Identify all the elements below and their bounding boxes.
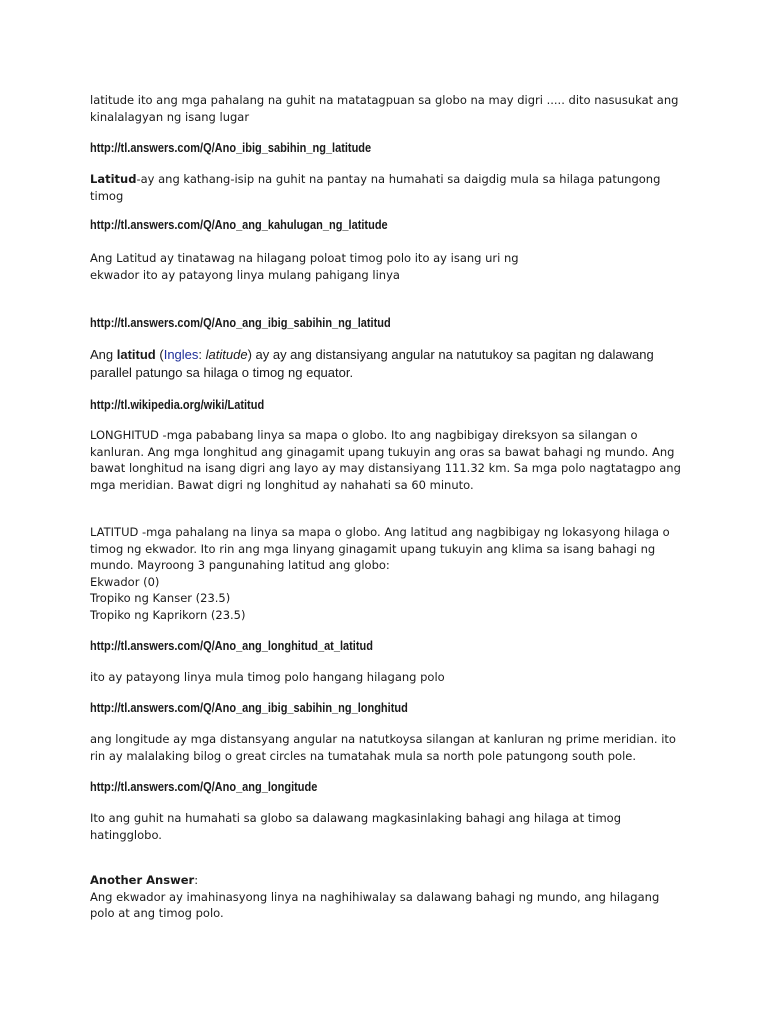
source-url[interactable]: http://tl.answers.com/Q/Ano_ibig_sabihin_ng_latitude	[90, 141, 372, 155]
term-latitud: latitud	[116, 347, 156, 362]
source-url[interactable]: http://tl.answers.com/Q/Ano_ang_longhitud_at_latitud	[90, 639, 373, 653]
source-url[interactable]: http://tl.wikipedia.org/wiki/Latitud	[90, 398, 265, 412]
ingles-link[interactable]: Ingles	[163, 347, 199, 362]
paragraph-latitud-list: LATITUD -mga pahalang na linya sa mapa o globo. Ang latitud ang nagbibigay ng lokasyong hilaga o timog ng ekwador. Ito rin ang mga linyang ginagamit upang tukuyin ang klima sa isang bahagi ng mundo. Mayroong 3 pangunahing latitud ang globo: Ekwador (0) Tropiko ng Kanser (23.5) Tropiko ng Kaprikorn (23.5)	[90, 525, 670, 622]
paragraph-latitud-wikipedia: Ang latitud (Ingles: latitude) ay ay ang distansiyang angular na natutukoy sa pagitan ng dalawang parallel patungo sa hilaga o timog ng equator.	[90, 347, 654, 380]
term-latitud: Latitud	[90, 172, 137, 186]
paragraph-longitude: ang longitude ay mga distansyang angular na natutkoysa silangan at kanluran ng prime meridian. ito rin ay malalaking bilog o great circles na tumatahak mula sa north pole patungong south pole.	[90, 732, 676, 763]
paragraph-latitude-definition: latitude ito ang mga pahalang na guhit na matatagpuan sa globo na may digri ..... dito nasusukat ang kinalalagyan ng isang lugar	[90, 93, 679, 124]
source-url[interactable]: http://tl.answers.com/Q/Ano_ang_kahulugan_ng_latitude	[90, 218, 388, 232]
another-answer-heading: Another Answer	[90, 873, 195, 887]
source-url[interactable]: http://tl.answers.com/Q/Ano_ang_ibig_sabihin_ng_longhitud	[90, 701, 408, 715]
source-url[interactable]: http://tl.answers.com/Q/Ano_ang_ibig_sabihin_ng_latitud	[90, 316, 391, 330]
paragraph-patayong-linya: ito ay patayong linya mula timog polo hangang hilagang polo	[90, 670, 445, 684]
source-url[interactable]: http://tl.answers.com/Q/Ano_ang_longitude	[90, 780, 318, 794]
paragraph-hatingglobo: Ito ang guhit na humahati sa globo sa dalawang magkasinlaking bahagi ang hilaga at timog hatingglobo.	[90, 811, 622, 842]
paragraph-latitud-tinatawag: Ang Latitud ay tinatawag na hilagang poloat timog polo ito ay isang uri ng ekwador ito ay patayong linya mulang pahigang linya	[90, 251, 519, 282]
paragraph-longhitud: LONGHITUD -mga pababang linya sa mapa o globo. Ito ang nagbibigay direksyon sa silangan o kanluran. Ang mga longhitud ang ginagamit upang tukuyin ang oras sa bawat bahagi ng mundo. Ang bawat longhitud na isang digri ang layo ay may distansiyang 111.32 km. Sa mga polo nagtatagpo ang mga meridian. Bawat digri ng longhitud ay nahahati sa 60 minuto.	[90, 428, 681, 492]
paragraph-latitud-kathang-isip: Latitud-ay ang kathang-isip na guhit na pantay na humahati sa daigdig mula sa hilaga patungong timog	[90, 172, 661, 203]
paragraph-another-answer: Another Answer: Ang ekwador ay imahinasyong linya na naghihiwalay sa dalawang bahagi ng mundo, ang hilagang polo at ang timog polo.	[90, 873, 660, 920]
